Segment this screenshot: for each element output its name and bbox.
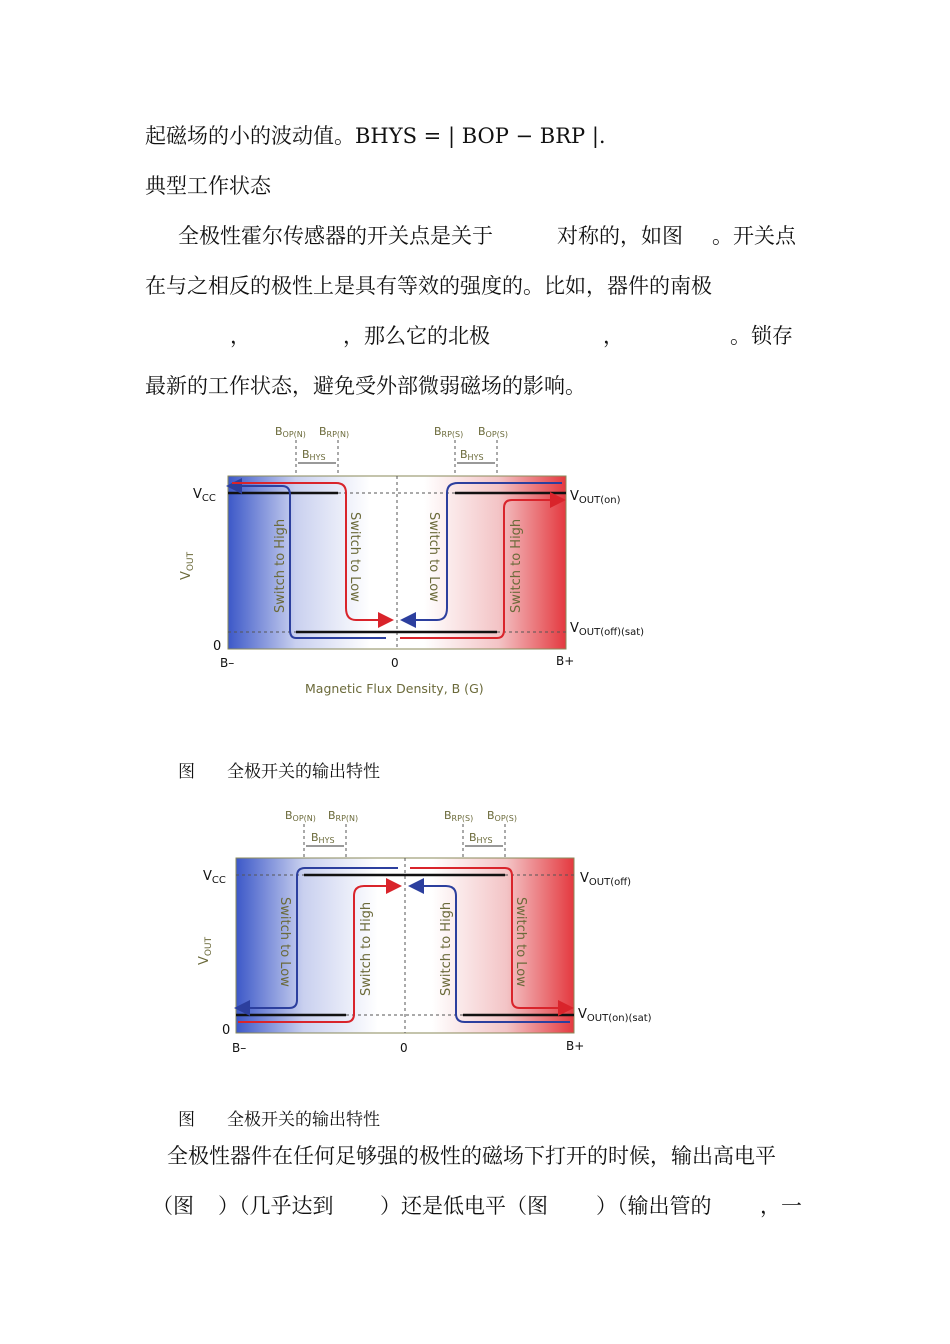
text-line-8d: ）（输出管的 [596, 1194, 712, 1218]
figure-1-caption: 全极开关的输出特性 [227, 762, 380, 782]
figure-2-caption: 全极开关的输出特性 [227, 1110, 380, 1130]
figure-1-number: 图 [178, 762, 195, 782]
figure-2-chart [185, 802, 675, 1062]
vout-on-label: $V_{OUT(on)}$ [570, 489, 621, 506]
text-line-5d: 。锁存 [730, 324, 793, 348]
vcc-label-2: $V_{CC}$ [203, 869, 226, 886]
switch-label-2-2: Switch to High [359, 901, 374, 996]
vout-axis-label: $V_{OUT}$ [179, 551, 196, 580]
text-line-3c: 。开关点 [712, 224, 796, 248]
bop-n-label-2: BOP(N) [285, 809, 316, 823]
switch-label-3: Switch to Low [426, 512, 441, 602]
vout-off-label-2: $V_{OUT(off)}$ [580, 871, 632, 888]
bop-s-label-2: BOP(S) [487, 809, 517, 823]
x-axis-label: Magnetic Flux Density, B (G) [305, 681, 484, 696]
bhys-label-left-2: BHYS [311, 831, 335, 845]
text-line-8a: （图 [152, 1194, 194, 1218]
vout-axis-label-2: $V_{OUT}$ [197, 936, 214, 965]
switch-label-3-2: Switch to High [439, 901, 454, 996]
brp-n-label: BRP(N) [319, 425, 350, 439]
switch-label-1-2: Switch to Low [277, 897, 292, 987]
vcc-label: $V_{CC}$ [193, 487, 216, 504]
vout-off-sat-label: $V_{OUT(off)(sat)}$ [570, 621, 645, 638]
brp-n-label-2: BRP(N) [328, 809, 359, 823]
bop-n-label: BOP(N) [275, 425, 306, 439]
b-minus-label: B– [220, 656, 235, 670]
text-line-3a: 全极性霍尔传感器的开关点是关于 [178, 224, 493, 248]
text-line-4: 在与之相反的极性上是具有等效的强度的。比如，器件的南极 [145, 274, 712, 298]
b-plus-label-2: B+ [566, 1039, 585, 1053]
bhys-label-left: BHYS [302, 448, 326, 462]
switch-label-4: Switch to High [509, 518, 524, 613]
section-heading: 典型工作状态 [145, 174, 271, 198]
x-zero-label: 0 [391, 656, 399, 670]
text-line-3b: 对称的，如图 [557, 224, 683, 248]
text-line-7: 全极性器件在任何足够强的极性的磁场下打开的时候，输出高电平 [167, 1144, 776, 1168]
bhys-label-right-2: BHYS [469, 831, 493, 845]
brp-s-label: BRP(S) [434, 425, 464, 439]
y-zero-label: 0 [213, 639, 222, 654]
y-zero-label-2: 0 [222, 1023, 231, 1038]
text-line-8e: ，一 [760, 1194, 802, 1218]
bhys-label-right: BHYS [460, 448, 484, 462]
bop-s-label: BOP(S) [478, 425, 508, 439]
switch-label-2: Switch to Low [347, 512, 362, 602]
x-zero-label-2: 0 [400, 1041, 408, 1055]
text-line-5a: ， [230, 324, 251, 348]
switch-label-1: Switch to High [273, 518, 288, 613]
text-line-8c: ）还是低电平（图 [380, 1194, 548, 1218]
b-plus-label: B+ [556, 654, 575, 668]
vout-on-sat-label-2: $V_{OUT(on)(sat)}$ [578, 1007, 652, 1024]
text-line-8b: ）（几乎达到 [218, 1194, 334, 1218]
b-minus-label-2: B– [232, 1041, 247, 1055]
switch-label-4-2: Switch to Low [513, 897, 528, 987]
text-line-5c: ， [603, 324, 624, 348]
text-line-6: 最新的工作状态，避免受外部微弱磁场的影响。 [145, 374, 586, 398]
text-line-5b: ，那么它的北极 [343, 324, 490, 348]
figure-2-number: 图 [178, 1110, 195, 1130]
brp-s-label-2: BRP(S) [444, 809, 474, 823]
text-line-1: 起磁场的小的波动值。BHYS = | BOP − BRP |. [145, 124, 606, 148]
figure-1-chart [170, 418, 670, 703]
